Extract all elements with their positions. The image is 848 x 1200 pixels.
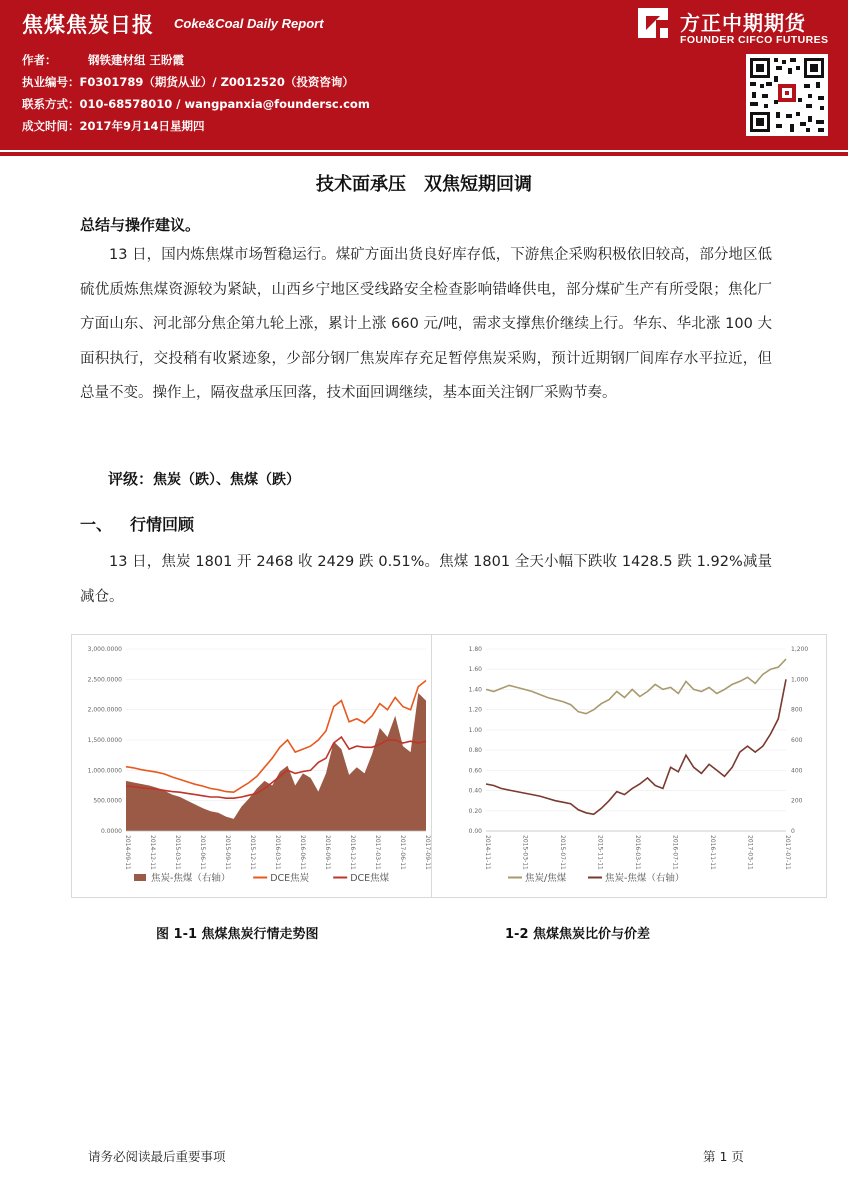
- legend-label: 焦炭-焦煤（右轴）: [605, 873, 685, 884]
- summary-paragraph: [80, 238, 772, 411]
- x-tick-label: 2017-03-11: [746, 835, 754, 870]
- y-left-tick-label: 0.20: [468, 807, 482, 815]
- x-tick-label: 2015-06-11: [199, 835, 206, 870]
- legend-label: 焦炭-焦煤（右轴）: [151, 873, 231, 884]
- x-tick-label: 2015-07-11: [559, 835, 566, 870]
- x-tick-label: 2015-11-11: [596, 835, 604, 870]
- summary-heading: 总结与操作建议。: [80, 216, 201, 234]
- section-1-title: 行情回顾: [130, 515, 195, 534]
- y-right-tick-label: 1,200: [791, 646, 809, 653]
- series-area-0: [126, 693, 426, 831]
- rating-label: 评级：: [108, 470, 154, 488]
- figure-1-caption: 图 1-1 焦煤焦炭行情走势图: [156, 927, 319, 942]
- rating-value: 焦炭（跌）、焦煤（跌）: [153, 472, 301, 488]
- legend-label: DCE焦煤: [350, 873, 390, 884]
- contact-label: 联系方式：: [22, 97, 80, 111]
- y-right-tick-label: 400: [791, 767, 803, 775]
- page-number: 第 1 页: [703, 1149, 744, 1164]
- y-right-tick-label: 600: [791, 737, 803, 744]
- y-right-tick-label: 800: [791, 706, 803, 714]
- series-line-0: [486, 659, 786, 714]
- x-tick-label: 2016-11-11: [709, 835, 716, 870]
- y-left-tick-label: 2,500.0000: [87, 676, 122, 684]
- company-logo: [636, 6, 836, 48]
- y-left-tick-label: 1.00: [468, 726, 482, 734]
- date-label: 成文时间：: [22, 119, 80, 133]
- x-tick-label: 2016-03-11: [634, 835, 641, 870]
- y-left-tick-label: 1.80: [468, 646, 482, 653]
- legend-item: [508, 872, 567, 884]
- legend-item: [588, 872, 684, 884]
- x-tick-label: 2016-09-11: [324, 835, 331, 870]
- summary-text: 13 日，国内炼焦煤市场暂稳运行。煤矿方面出货良好库存低，下游焦企采购积极依旧较高，部分地区低硫优质炼焦煤资源较为紧缺，山西乡宁地区受线路安全检查影响错峰供电，部分煤矿生产有所受限；焦化厂方面山东、河北部分焦企第九轮上涨，累计上涨 660 元/吨，需求支撑焦价继续上行。华东、华北涨 100 大面积执行，交投稍有收紧迹象，少部分钢厂焦炭库存充足暂停焦炭采购，预计近期钢厂间库存水平拉近，但总量不变。操作上，隔夜盘承压回落，技术面回调继续，基本面关注钢厂采购节奏。: [80, 247, 772, 401]
- date-line: [22, 118, 205, 134]
- chart-1: [72, 635, 466, 897]
- x-tick-label: 2016-07-11: [671, 835, 679, 870]
- x-tick-label: 2017-07-11: [784, 835, 791, 870]
- footer-notice: 请务必阅读最后重要事项: [88, 1149, 226, 1164]
- company-name-en: FOUNDER CIFCO FUTURES: [680, 34, 829, 46]
- section-1-text: 13 日，焦炭 1801 开 2468 收 2429 跌 0.51%。焦煤 1801 全天小幅下跌收 1428.5 跌 1.92%减量减仓。: [80, 554, 772, 605]
- rating-line: [108, 468, 300, 489]
- legend-label: DCE焦炭: [270, 873, 310, 884]
- y-left-tick-label: 0.80: [468, 747, 482, 755]
- legend-item: [333, 872, 389, 884]
- section-1-number: 一、: [80, 515, 113, 534]
- legend-item: [253, 872, 309, 884]
- y-left-tick-label: 500.0000: [93, 797, 122, 805]
- chart-2: [432, 635, 826, 897]
- y-left-tick-label: 1,000.0000: [87, 767, 122, 775]
- license-line: [22, 74, 354, 90]
- qr-code-icon[interactable]: [746, 54, 828, 136]
- license-value: F0301789（期货从业）/ Z0012520（投资咨询）: [79, 75, 354, 89]
- chart-2-container: [431, 634, 827, 898]
- date-value: 2017年9月14日星期四: [79, 119, 205, 133]
- x-tick-label: 2016-12-11: [349, 835, 356, 870]
- x-tick-label: 2015-12-11: [249, 835, 256, 870]
- x-tick-label: 2017-03-11: [374, 835, 381, 870]
- y-right-tick-label: 0: [791, 828, 795, 835]
- x-tick-label: 2016-03-11: [274, 835, 281, 870]
- report-title-cn: 焦煤焦炭日报: [22, 13, 154, 37]
- y-left-tick-label: 1.20: [468, 706, 482, 714]
- y-left-tick-label: 1.60: [468, 666, 482, 674]
- series-line-1: [486, 679, 786, 814]
- report-header: [0, 0, 848, 150]
- company-logo-icon: [636, 6, 670, 40]
- company-name-cn: 方正中期期货: [680, 11, 806, 35]
- y-left-tick-label: 0.0000: [101, 828, 122, 835]
- section-1-paragraph: [80, 545, 772, 614]
- y-left-tick-label: 2,000.0000: [87, 706, 122, 714]
- y-left-tick-label: 3,000.0000: [87, 646, 122, 653]
- x-tick-label: 2015-03-11: [521, 835, 529, 870]
- author-label: 作者：: [22, 53, 57, 67]
- x-tick-label: 2014-12-11: [149, 835, 156, 870]
- x-tick-label: 2016-06-11: [299, 835, 306, 870]
- y-left-tick-label: 0.00: [468, 828, 482, 835]
- legend-label: 焦炭/焦煤: [525, 873, 567, 884]
- y-right-tick-label: 1,000: [791, 676, 809, 684]
- header-divider: [0, 152, 848, 156]
- author-line: [22, 52, 184, 68]
- y-left-tick-label: 1,500.0000: [87, 737, 122, 744]
- x-tick-label: 2017-09-11: [424, 835, 431, 870]
- license-label: 执业编号：: [22, 75, 80, 89]
- y-left-tick-label: 0.40: [468, 787, 482, 795]
- x-tick-label: 2015-09-11: [224, 835, 231, 870]
- contact-line: [22, 96, 370, 112]
- legend-swatch: [134, 874, 146, 881]
- author-value: 钢铁建材组 王盼霞: [88, 53, 185, 67]
- chart-1-container: [71, 634, 467, 898]
- x-tick-label: 2015-03-11: [174, 835, 181, 870]
- figure-2-caption: 1-2 焦煤焦炭比价与价差: [505, 927, 651, 942]
- legend-item: [134, 872, 230, 884]
- x-tick-label: 2017-06-11: [399, 835, 406, 870]
- document-title: 技术面承压 双焦短期回调: [316, 174, 532, 195]
- x-tick-label: 2014-11-11: [484, 835, 491, 870]
- y-left-tick-label: 1.40: [468, 686, 482, 694]
- y-right-tick-label: 200: [791, 797, 803, 805]
- section-1-heading: [80, 512, 194, 535]
- contact-value[interactable]: 010-68578010 / wangpanxia@foundersc.com: [79, 97, 370, 111]
- x-tick-label: 2014-09-11: [124, 835, 131, 870]
- y-left-tick-label: 0.60: [468, 767, 482, 775]
- report-title-en: Coke&Coal Daily Report: [174, 16, 324, 31]
